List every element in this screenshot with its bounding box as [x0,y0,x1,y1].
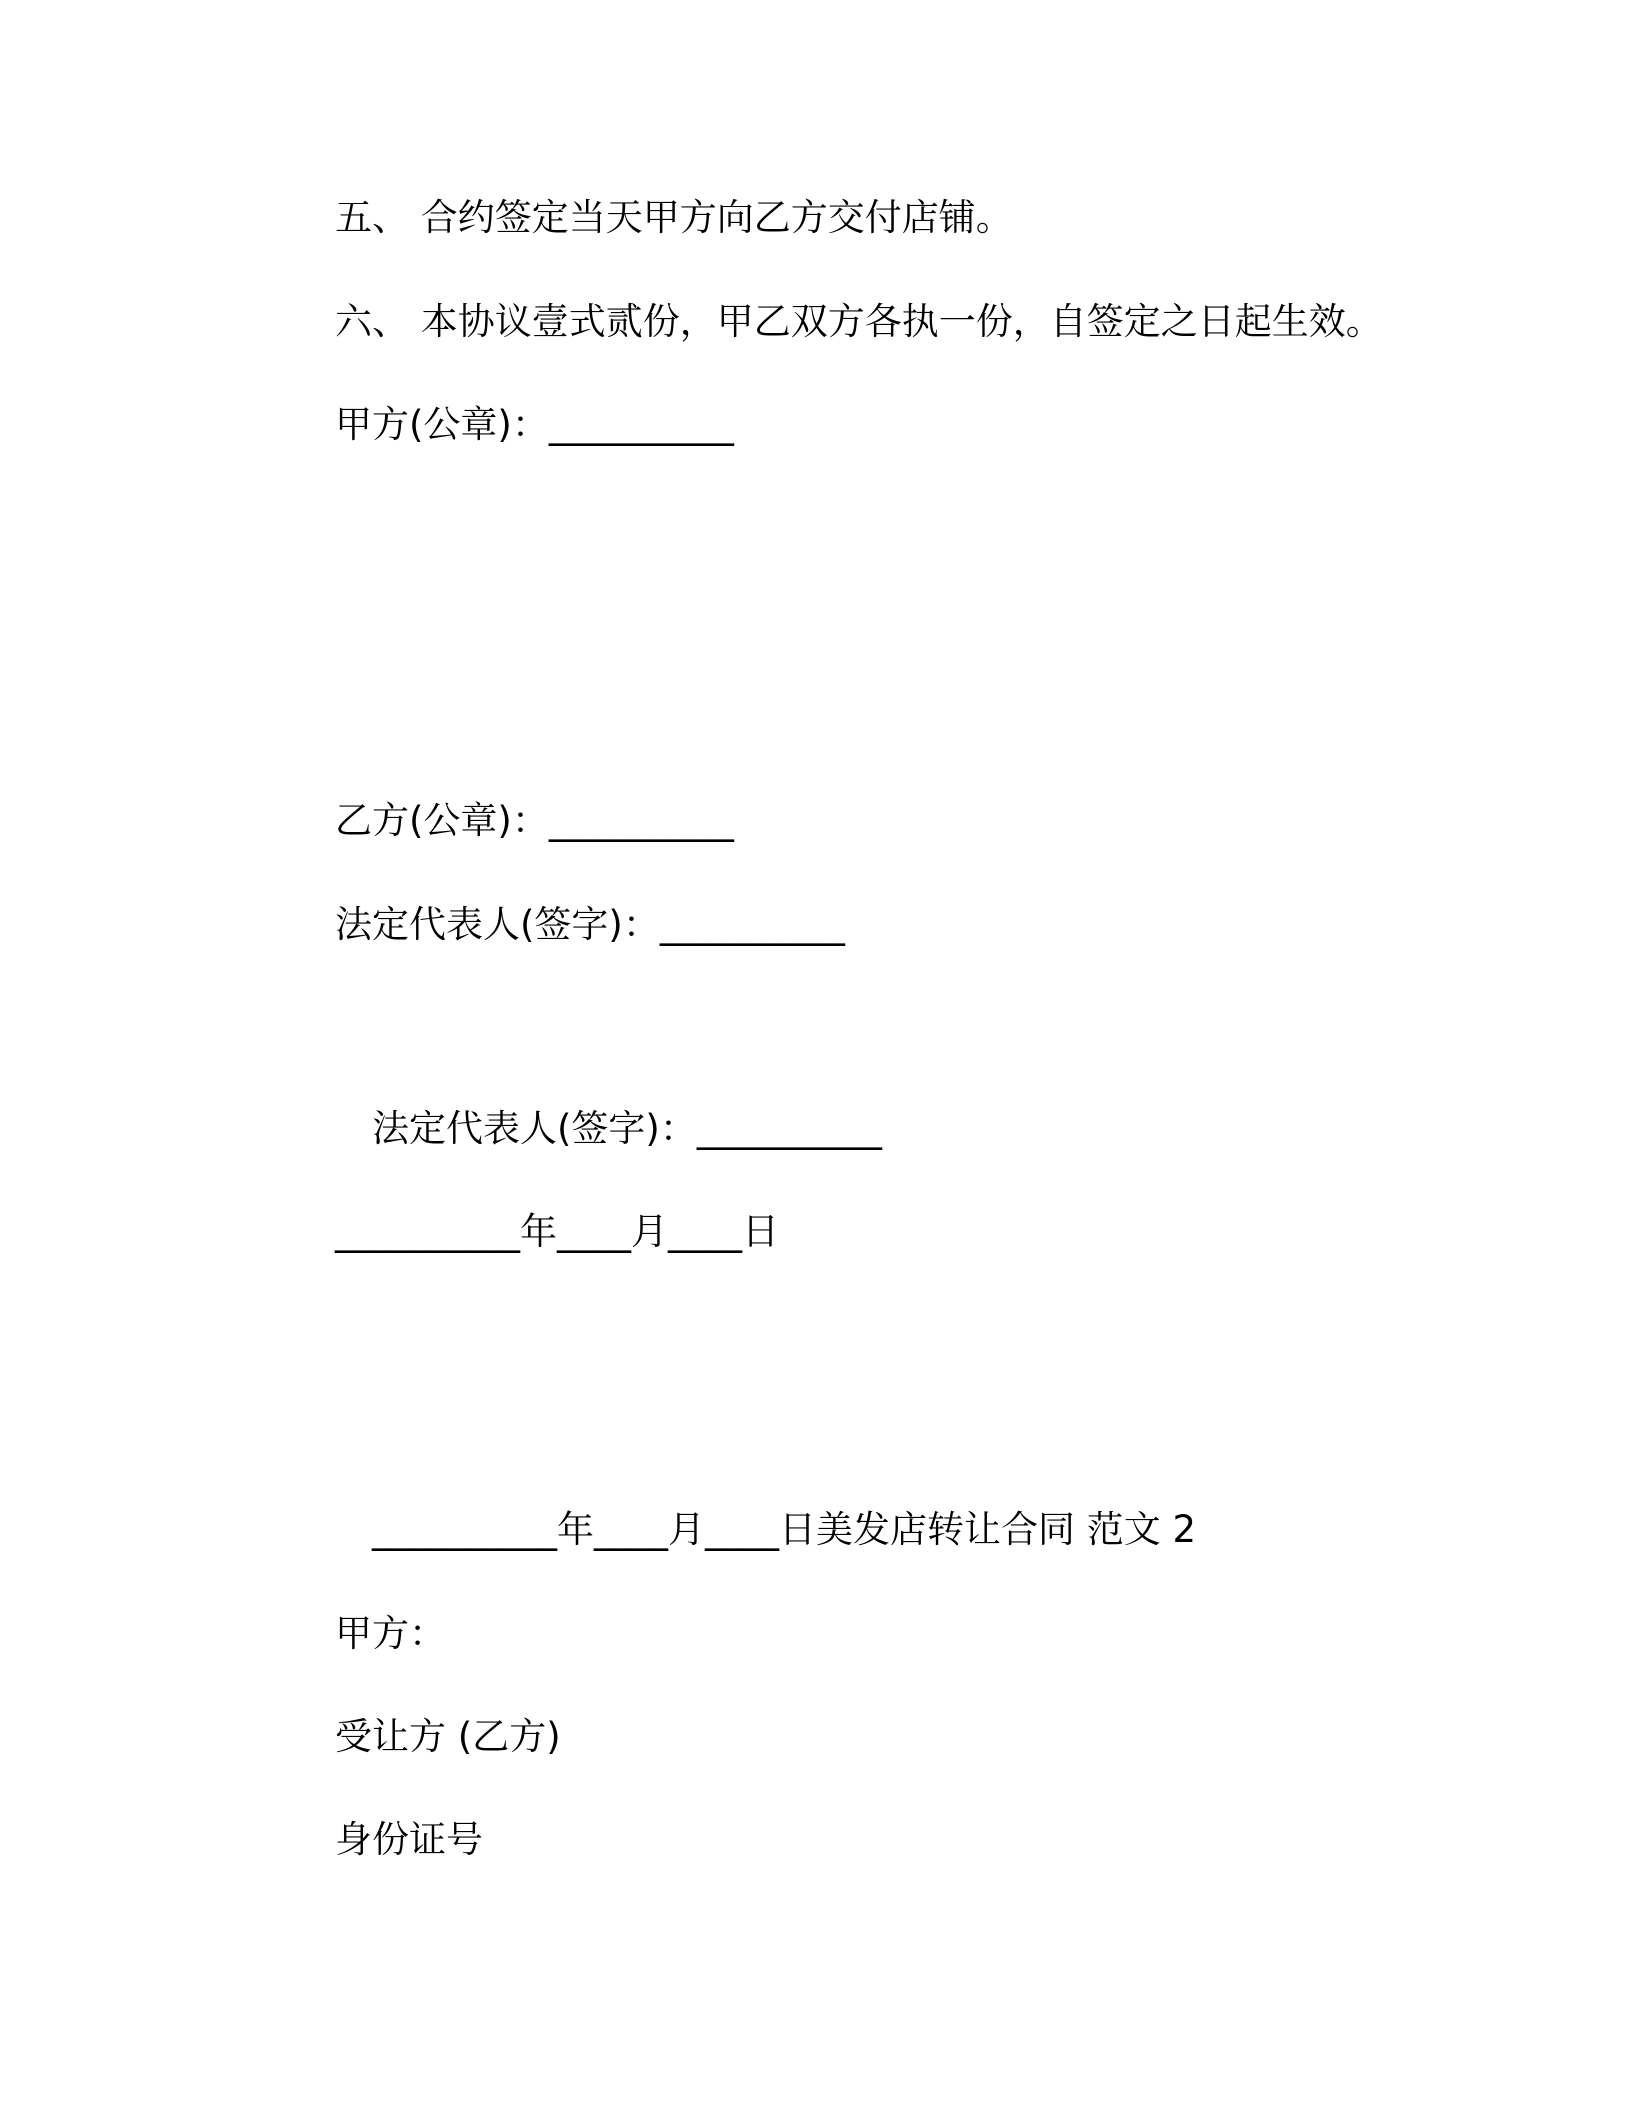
party-b-seal-line: 乙方(公章)：__________ [335,799,734,842]
id-number-label: 身份证号 [335,1818,483,1861]
party-a-seal-line: 甲方(公章)：__________ [335,403,734,446]
party-a-label: 甲方： [335,1612,446,1655]
date-line: __________年____月____日 [335,1210,779,1253]
legal-representative-signature-line: 法定代表人(签字)：__________ [335,903,845,946]
clause-six: 六、 本协议壹式贰份，甲乙双方各执一份，自签定之日起生效。 [335,300,1383,343]
transferee-label: 受让方 (乙方) [335,1715,561,1758]
clause-five: 五、 合约签定当天甲方向乙方交付店铺。 [335,196,1013,239]
contract-title-sample-2: __________年____月____日美发店转让合同 范文 2 [372,1508,1197,1551]
legal-representative-signature-line-2: 法定代表人(签字)：__________ [372,1107,882,1150]
